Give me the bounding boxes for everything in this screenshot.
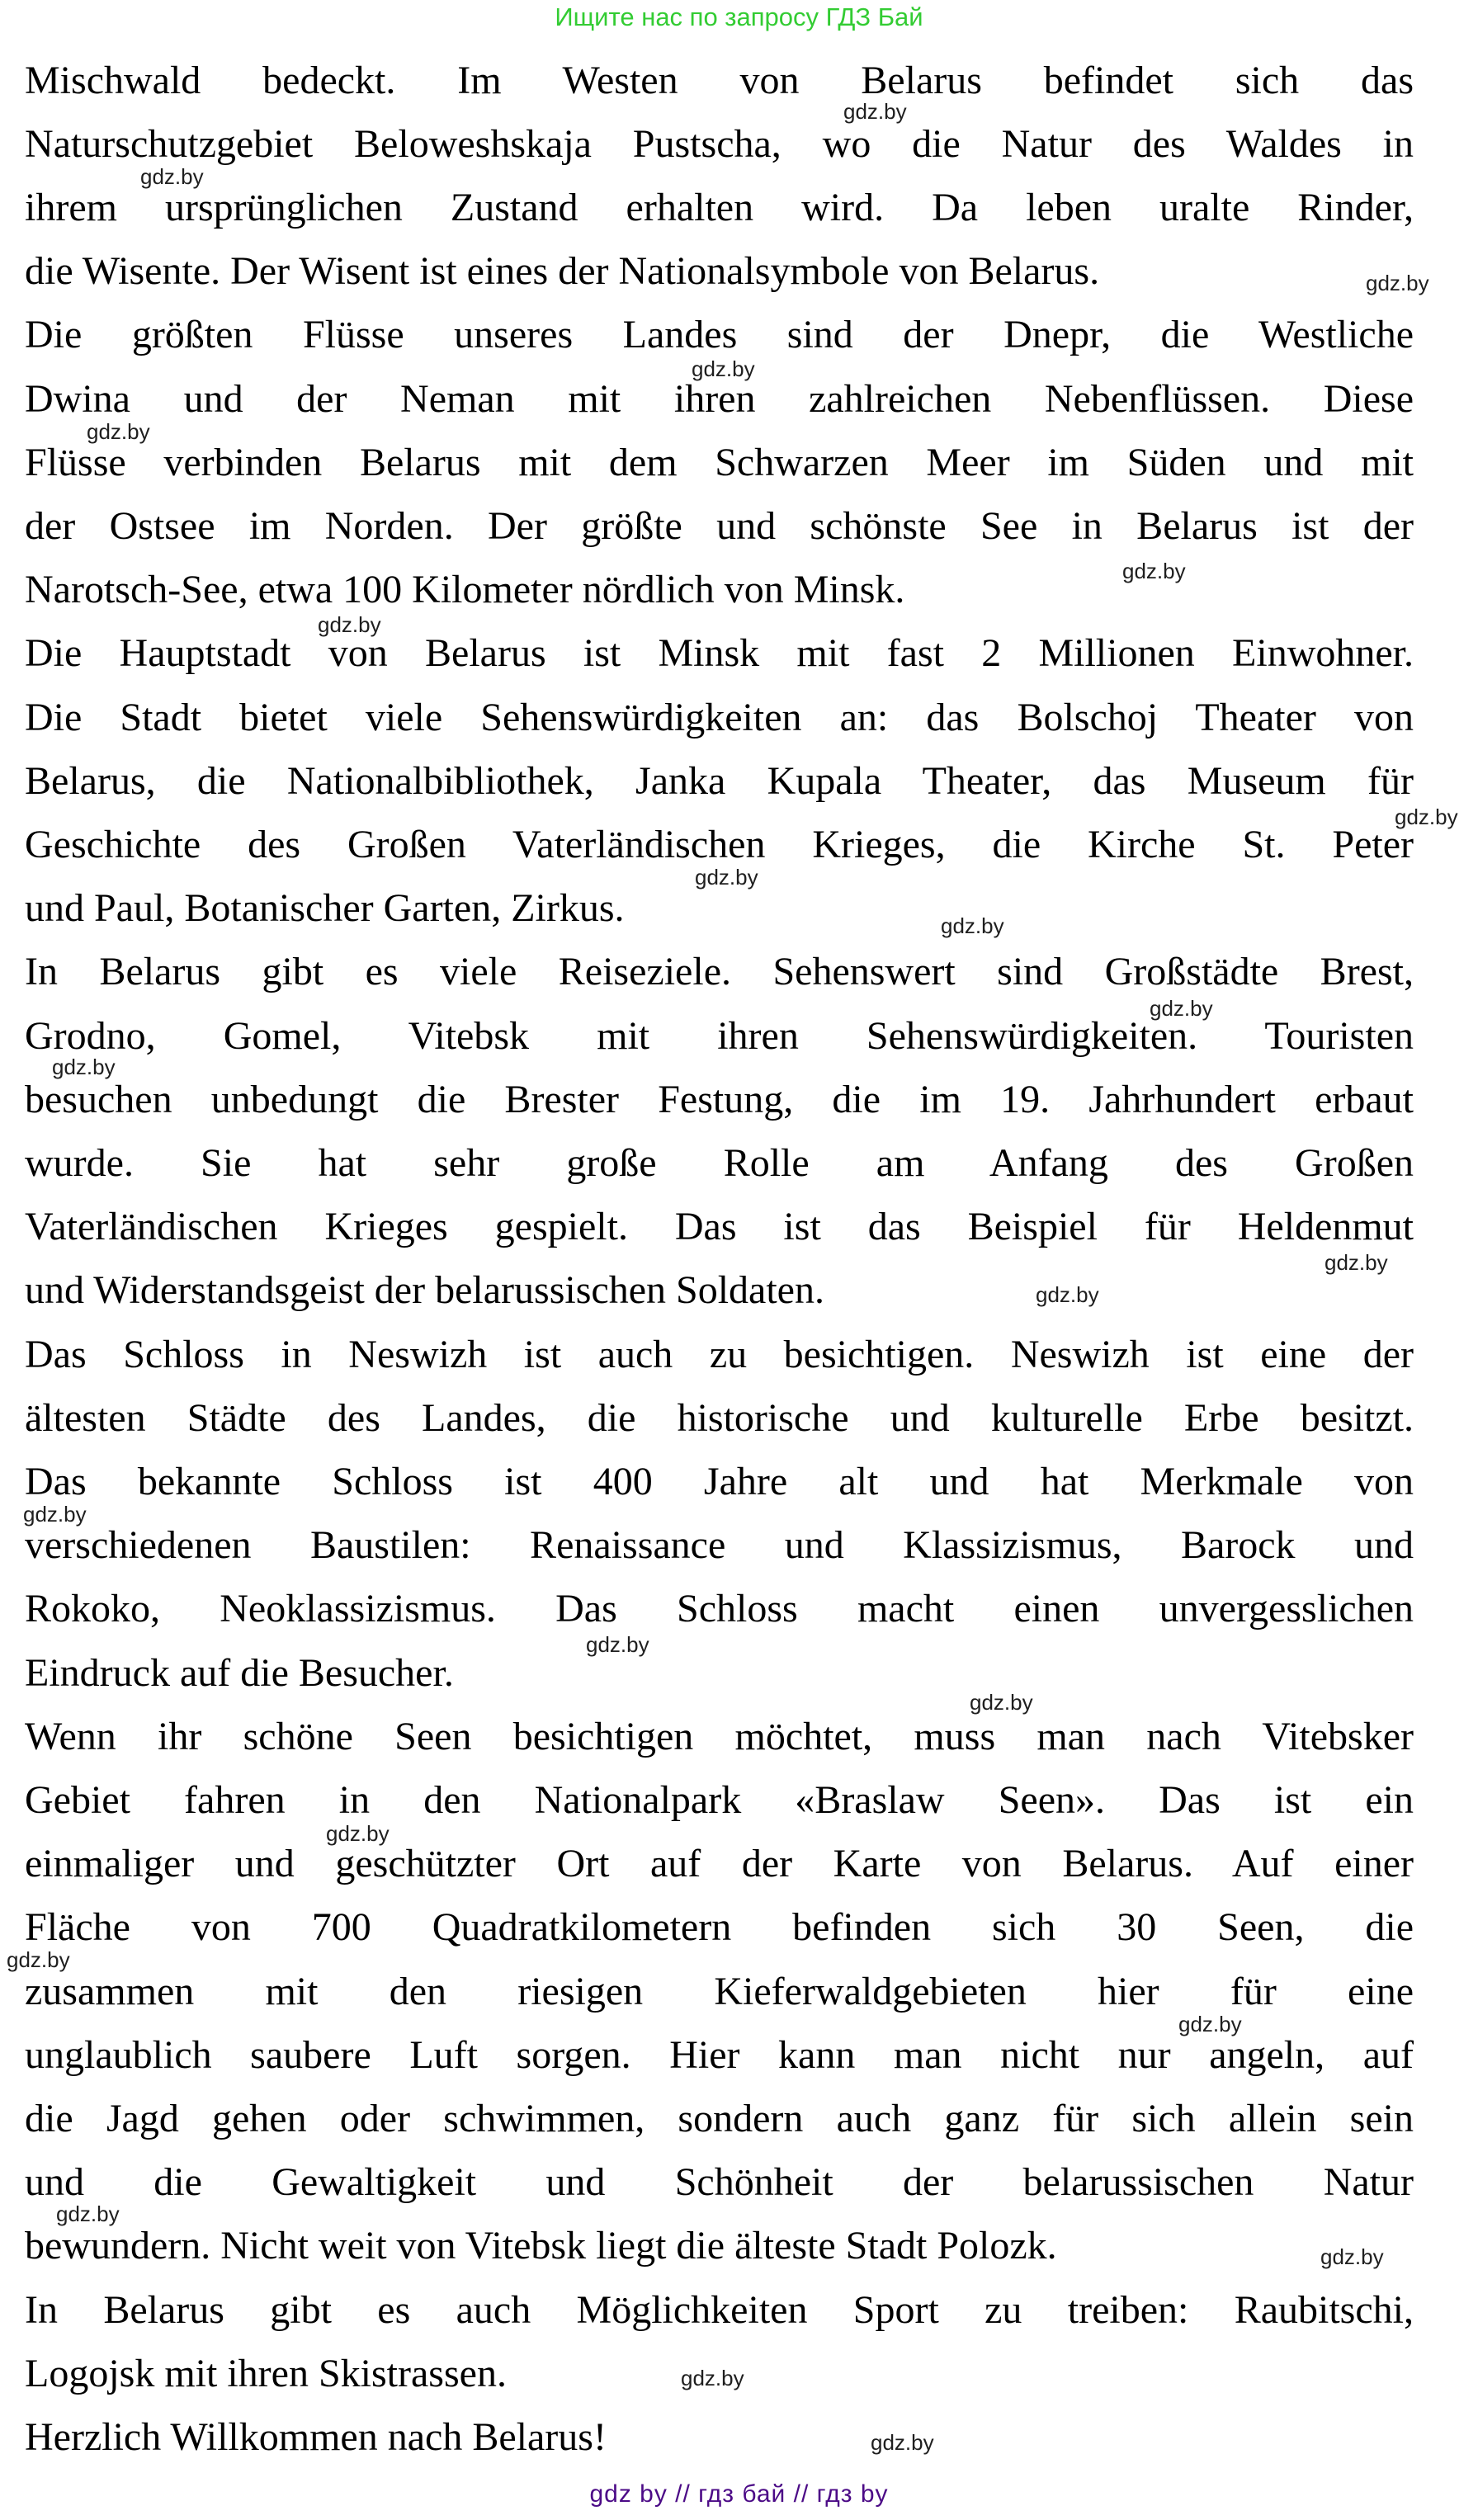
gdz-watermark: gdz.by <box>1122 559 1186 583</box>
text-line: zusammen mit den riesigen Kieferwaldgebieten hier für eine <box>25 1970 1414 2013</box>
gdz-watermark: gdz.by <box>1366 271 1429 295</box>
promo-footer: gdz by // гдз бай // гдз by <box>589 2480 889 2508</box>
gdz-watermark: gdz.by <box>681 2366 744 2390</box>
text-line: bewundern. Nicht weit von Vitebsk liegt die älteste Stadt Polozk. <box>25 2224 1057 2268</box>
text-line: Das Schloss in Neswizh ist auch zu besichtigen. Neswizh ist eine der <box>25 1333 1414 1376</box>
gdz-watermark: gdz.by <box>843 99 907 124</box>
gdz-watermark: gdz.by <box>326 1821 390 1846</box>
text-line: verschiedenen Baustilen: Renaissance und Klassizismus, Barock und <box>25 1523 1414 1567</box>
promo-header: Ищите нас по запросу ГДЗ Бай <box>555 2 923 31</box>
text-line: Herzlich Willkommen nach Belarus! <box>25 2415 607 2459</box>
text-line: Flüsse verbinden Belarus mit dem Schwarzen Meer im Süden und mit <box>25 441 1414 484</box>
gdz-watermark: gdz.by <box>56 2201 120 2226</box>
text-line: Mischwald bedeckt. Im Westen von Belarus befindet sich das <box>25 59 1414 102</box>
gdz-watermark: gdz.by <box>7 1947 70 1972</box>
text-line: die Jagd gehen oder schwimmen, sondern auch ganz für sich allein sein <box>25 2097 1414 2140</box>
text-line: In Belarus gibt es viele Reiseziele. Sehenswert sind Großstädte Brest, <box>25 950 1414 993</box>
text-line: Belarus, die Nationalbibliothek, Janka Kupala Theater, das Museum für <box>25 759 1414 803</box>
text-line: Fläche von 700 Quadratkilometern befinden sich 30 Seen, die <box>25 1905 1414 1949</box>
text-line: einmaliger und geschützter Ort auf der Karte von Belarus. Auf einer <box>25 1842 1414 1885</box>
gdz-watermark: gdz.by <box>1036 1282 1099 1307</box>
text-line: Gebiet fahren in den Nationalpark «Braslaw Seen». Das ist ein <box>25 1778 1414 1822</box>
text-line: Die Stadt bietet viele Sehenswürdigkeiten an: das Bolschoj Theater von <box>25 696 1414 739</box>
text-line: Grodno, Gomel, Vitebsk mit ihren Sehenswürdigkeiten. Touristen <box>25 1014 1414 1058</box>
gdz-watermark: gdz.by <box>871 2430 934 2455</box>
gdz-watermark: gdz.by <box>941 913 1004 938</box>
text-line: Geschichte des Großen Vaterländischen Krieges, die Kirche St. Peter <box>25 823 1414 866</box>
gdz-watermark: gdz.by <box>52 1055 116 1079</box>
text-line: Logojsk mit ihren Skistrassen. <box>25 2352 507 2395</box>
text-line: Dwina und der Neman mit ihren zahlreichen Nebenflüssen. Diese <box>25 377 1414 421</box>
gdz-watermark: gdz.by <box>1325 1250 1388 1275</box>
text-line: die Wisente. Der Wisent ist eines der Nationalsymbole von Belarus. <box>25 249 1100 293</box>
gdz-watermark: gdz.by <box>140 164 204 189</box>
gdz-watermark: gdz.by <box>1395 805 1458 829</box>
text-line: und Paul, Botanischer Garten, Zirkus. <box>25 886 625 930</box>
text-line: unglaublich saubere Luft sorgen. Hier kann man nicht nur angeln, auf <box>25 2033 1414 2077</box>
gdz-watermark: gdz.by <box>692 356 755 381</box>
text-line: Rokoko, Neoklassizismus. Das Schloss macht einen unvergesslichen <box>25 1587 1414 1630</box>
text-line: In Belarus gibt es auch Möglichkeiten Sport zu treiben: Raubitschi, <box>25 2288 1414 2332</box>
text-line: Narotsch-See, etwa 100 Kilometer nördlich von Minsk. <box>25 568 905 611</box>
text-line: und die Gewaltigkeit und Schönheit der belarussischen Natur <box>25 2160 1414 2204</box>
gdz-watermark: gdz.by <box>1150 996 1213 1021</box>
text-line: Naturschutzgebiet Beloweshskaja Pustscha, wo die Natur des Waldes in <box>25 122 1414 166</box>
gdz-watermark: gdz.by <box>23 1502 87 1527</box>
gdz-watermark: gdz.by <box>87 419 150 444</box>
text-line: Die Hauptstadt von Belarus ist Minsk mit fast 2 Millionen Einwohner. <box>25 631 1414 675</box>
text-line: Wenn ihr schöne Seen besichtigen möchtet, muss man nach Vitebsker <box>25 1715 1414 1758</box>
text-line: ältesten Städte des Landes, die historische und kulturelle Erbe besitzt. <box>25 1396 1414 1440</box>
gdz-watermark: gdz.by <box>1178 2012 1242 2036</box>
text-line: Die größten Flüsse unseres Landes sind der Dnepr, die Westliche <box>25 313 1414 356</box>
gdz-watermark: gdz.by <box>695 865 758 890</box>
text-line: ihrem ursprünglichen Zustand erhalten wird. Da leben uralte Rinder, <box>25 186 1414 229</box>
text-line: und Widerstandsgeist der belarussischen Soldaten. <box>25 1268 824 1312</box>
text-line: besuchen unbedungt die Brester Festung, die im 19. Jahrhundert erbaut <box>25 1078 1414 1121</box>
gdz-watermark: gdz.by <box>318 612 381 637</box>
text-line: Eindruck auf die Besucher. <box>25 1651 454 1695</box>
text-line: Vaterländischen Krieges gespielt. Das ist das Beispiel für Heldenmut <box>25 1205 1414 1248</box>
gdz-watermark: gdz.by <box>970 1690 1033 1715</box>
gdz-watermark: gdz.by <box>586 1632 649 1657</box>
text-line: wurde. Sie hat sehr große Rolle am Anfang des Großen <box>25 1141 1414 1185</box>
gdz-watermark: gdz.by <box>1320 2244 1384 2269</box>
text-line: Das bekannte Schloss ist 400 Jahre alt und hat Merkmale von <box>25 1460 1414 1503</box>
text-line: der Ostsee im Norden. Der größte und schönste See in Belarus ist der <box>25 504 1414 548</box>
